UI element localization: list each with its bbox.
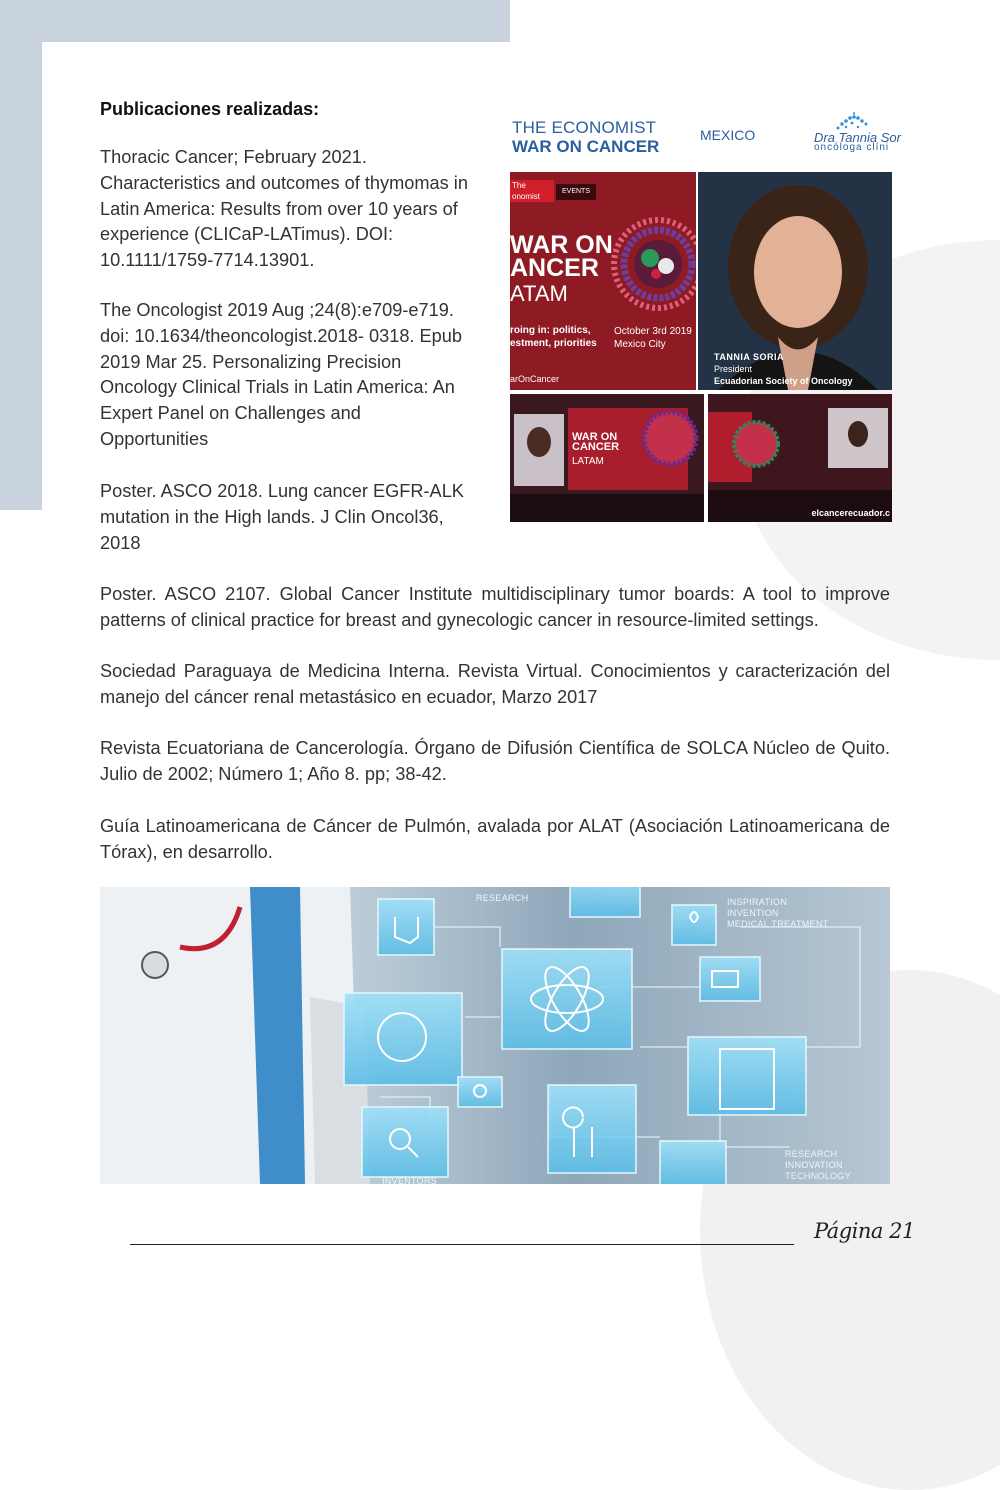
stage-scene — [510, 394, 704, 522]
poster-hashtag: arOnCancer — [510, 374, 560, 384]
speaker-organization: Ecuadorian Society of Oncology — [714, 376, 853, 386]
publication-item: Revista Ecuatoriana de Cancerología. Órgano de Difusión Científica de SOLCA Núcleo de Quito. Julio de 2002; Número 1; Año 8. pp; 38-42. — [100, 738, 890, 784]
publication-item: Sociedad Paraguaya de Medicina Interna. Revista Virtual. Conocimientos y caracterización del manejo del cáncer renal metastásico en ecuador, Marzo 2017 — [100, 661, 890, 707]
medical-illustration — [100, 887, 890, 1184]
poster-latam: ATAM — [510, 281, 568, 306]
stage-photo-panel — [708, 394, 892, 522]
inspiration-label: INSPIRATION INVENTION MEDICAL TREATMENT — [727, 897, 829, 929]
medical-technology-image — [100, 887, 890, 1184]
war-on-cancer-title: WAR ON CANCER — [512, 137, 660, 156]
inventors-label: INVENTORS — [382, 1176, 438, 1184]
publication-item: Guía Latinoamericana de Cáncer de Pulmón, avalada por ALAT (Asociación Latinoamericana de Tórax), en desarrollo. — [100, 816, 890, 862]
poster-date: October 3rd 2019 Mexico City — [614, 326, 692, 350]
brand-subtitle: oncóloga clíni — [814, 142, 890, 153]
stage-photo — [510, 394, 704, 522]
publication-item: The Oncologist 2019 Aug ;24(8):e709-e719. doi: 10.1634/theoncologist.2018- 0318. Epub 2019 Mar 25. Personalizing Precision Oncology Clinical Trials in Latin America: An Expert Panel on Challenges and Opportunities — [100, 300, 463, 449]
research-innovation-label: RESEARCH INNOVATION TECHNOLOGY — [785, 1149, 852, 1181]
speaker-name: TANNIA SORIA — [714, 352, 784, 362]
collage-header — [510, 108, 901, 170]
research-label: RESEARCH — [476, 893, 529, 903]
website-watermark: elcancerecuador.c — [811, 508, 890, 518]
poster-title: WAR ON ANCER — [510, 231, 613, 282]
location-label: MEXICO — [700, 127, 756, 143]
publication-item: Poster. ASCO 2107. Global Cancer Institute multidisciplinary tumor boards: A tool to improve patterns of clinical practice for breast and gynecologic cancer in resource-limited settings. — [100, 584, 890, 630]
event-collage-image — [510, 108, 901, 522]
stage-latam: LATAM — [572, 456, 604, 467]
event-poster — [510, 172, 696, 390]
virus-graphic-icon — [610, 216, 696, 312]
speaker-photo — [698, 172, 892, 390]
publication-item: Thoracic Cancer; February 2021. Characteristics and outcomes of thymomas in Latin America: Results from over 10 years of experience (CLICaP-LATimus). DOI: 10.1111/1759-7714.13901. — [100, 147, 468, 271]
brand-name: Dra Tannia Sor — [814, 130, 901, 145]
economist-badge: The onomist — [510, 180, 554, 202]
economist-title: THE ECONOMIST — [512, 118, 657, 137]
events-badge: EVENTS — [556, 184, 596, 200]
stage-title: WAR ON CANCER — [572, 431, 620, 453]
brand-logo-icon — [832, 112, 872, 132]
footer-divider — [130, 1244, 794, 1245]
poster-tagline: roing in: politics, estment, priorities — [510, 325, 597, 349]
page-number: Página 21 — [814, 1219, 915, 1243]
section-heading: Publicaciones realizadas: — [100, 99, 320, 119]
publication-item: Poster. ASCO 2018. Lung cancer EGFR-ALK mutation in the High lands. J Clin Oncol36, 2018 — [100, 481, 464, 553]
panel-scene — [708, 394, 892, 522]
speaker-role: President — [714, 364, 753, 374]
